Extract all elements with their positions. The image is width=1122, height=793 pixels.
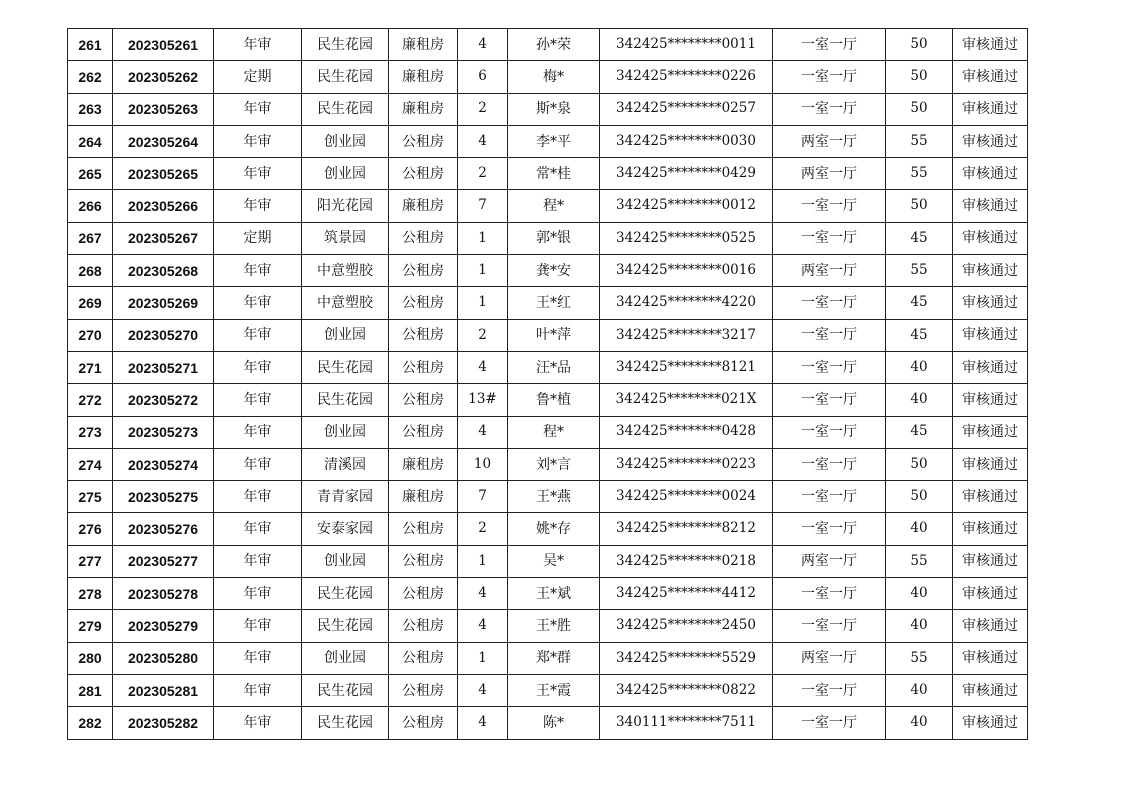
review-status-cell: 审核通过 [953,448,1028,480]
review-status-cell: 审核通过 [953,416,1028,448]
layout-cell: 一室一厅 [773,416,886,448]
id-number-cell: 342425********5529 [600,642,773,674]
application-number-cell: 202305271 [113,351,214,383]
household-size-cell: 4 [458,416,508,448]
id-number-cell: 342425********3217 [600,319,773,351]
application-number-cell: 202305280 [113,642,214,674]
review-type-cell: 年审 [214,93,302,125]
layout-cell: 一室一厅 [773,384,886,416]
applicant-name-cell: 姚*存 [508,513,600,545]
area-cell: 40 [886,610,953,642]
row-number-cell: 277 [68,545,113,577]
layout-cell: 一室一厅 [773,222,886,254]
layout-cell: 一室一厅 [773,93,886,125]
review-type-cell: 年审 [214,707,302,739]
review-status-cell: 审核通过 [953,642,1028,674]
id-number-cell: 342425********0428 [600,416,773,448]
applicant-name-cell: 李*平 [508,125,600,157]
applicant-name-cell: 郭*银 [508,222,600,254]
application-number-cell: 202305273 [113,416,214,448]
layout-cell: 两室一厅 [773,158,886,190]
application-number-cell: 202305263 [113,93,214,125]
area-cell: 55 [886,545,953,577]
housing-type-cell: 廉租房 [389,481,458,513]
table-row [68,222,1028,254]
table-row [68,351,1028,383]
community-cell: 民生花园 [302,93,389,125]
community-cell: 民生花园 [302,707,389,739]
id-number-cell: 342425********0226 [600,61,773,93]
table-row [68,610,1028,642]
review-type-cell: 年审 [214,545,302,577]
review-status-cell: 审核通过 [953,384,1028,416]
household-size-cell: 1 [458,642,508,674]
table-row [68,384,1028,416]
review-type-cell: 年审 [214,125,302,157]
housing-type-cell: 公租房 [389,287,458,319]
review-type-cell: 年审 [214,416,302,448]
id-number-cell: 342425********0257 [600,93,773,125]
row-number-cell: 263 [68,93,113,125]
household-size-cell: 2 [458,93,508,125]
area-cell: 55 [886,158,953,190]
layout-cell: 一室一厅 [773,610,886,642]
review-type-cell: 年审 [214,319,302,351]
area-cell: 50 [886,29,953,61]
application-number-cell: 202305264 [113,125,214,157]
application-number-cell: 202305277 [113,545,214,577]
row-number-cell: 282 [68,707,113,739]
row-number-cell: 271 [68,351,113,383]
community-cell: 中意塑胶 [302,287,389,319]
review-type-cell: 年审 [214,190,302,222]
area-cell: 50 [886,93,953,125]
housing-review-table [67,28,1028,740]
household-size-cell: 7 [458,481,508,513]
row-number-cell: 273 [68,416,113,448]
applicant-name-cell: 汪*品 [508,351,600,383]
applicant-name-cell: 吴* [508,545,600,577]
area-cell: 45 [886,222,953,254]
application-number-cell: 202305269 [113,287,214,319]
application-number-cell: 202305282 [113,707,214,739]
table-row [68,545,1028,577]
household-size-cell: 4 [458,674,508,706]
applicant-name-cell: 斯*泉 [508,93,600,125]
review-status-cell: 审核通过 [953,578,1028,610]
household-size-cell: 4 [458,351,508,383]
id-number-cell: 342425********0525 [600,222,773,254]
community-cell: 阳光花园 [302,190,389,222]
housing-type-cell: 廉租房 [389,190,458,222]
area-cell: 40 [886,674,953,706]
layout-cell: 一室一厅 [773,29,886,61]
table-row [68,707,1028,739]
housing-type-cell: 公租房 [389,674,458,706]
housing-type-cell: 公租房 [389,513,458,545]
application-number-cell: 202305275 [113,481,214,513]
layout-cell: 一室一厅 [773,287,886,319]
housing-type-cell: 公租房 [389,416,458,448]
table-row [68,190,1028,222]
review-status-cell: 审核通过 [953,351,1028,383]
household-size-cell: 1 [458,222,508,254]
area-cell: 55 [886,255,953,287]
row-number-cell: 276 [68,513,113,545]
review-status-cell: 审核通过 [953,287,1028,319]
community-cell: 民生花园 [302,610,389,642]
applicant-name-cell: 孙*荣 [508,29,600,61]
review-status-cell: 审核通过 [953,158,1028,190]
id-number-cell: 342425********0011 [600,29,773,61]
housing-type-cell: 公租房 [389,319,458,351]
review-type-cell: 定期 [214,61,302,93]
household-size-cell: 7 [458,190,508,222]
table-row [68,287,1028,319]
row-number-cell: 269 [68,287,113,319]
table-row [68,513,1028,545]
review-status-cell: 审核通过 [953,610,1028,642]
community-cell: 安泰家园 [302,513,389,545]
id-number-cell: 342425********8212 [600,513,773,545]
community-cell: 民生花园 [302,384,389,416]
applicant-name-cell: 王*胜 [508,610,600,642]
community-cell: 筑景园 [302,222,389,254]
review-type-cell: 年审 [214,158,302,190]
household-size-cell: 4 [458,125,508,157]
household-size-cell: 2 [458,158,508,190]
review-type-cell: 年审 [214,642,302,674]
id-number-cell: 342425********4220 [600,287,773,319]
community-cell: 创业园 [302,158,389,190]
housing-type-cell: 廉租房 [389,61,458,93]
row-number-cell: 275 [68,481,113,513]
housing-type-cell: 公租房 [389,384,458,416]
area-cell: 55 [886,642,953,674]
community-cell: 创业园 [302,545,389,577]
community-cell: 清溪园 [302,448,389,480]
applicant-name-cell: 程* [508,416,600,448]
applicant-name-cell: 程* [508,190,600,222]
id-number-cell: 342425********0016 [600,255,773,287]
review-status-cell: 审核通过 [953,545,1028,577]
household-size-cell: 4 [458,707,508,739]
review-type-cell: 年审 [214,674,302,706]
household-size-cell: 1 [458,545,508,577]
row-number-cell: 264 [68,125,113,157]
table-row [68,29,1028,61]
review-status-cell: 审核通过 [953,125,1028,157]
application-number-cell: 202305270 [113,319,214,351]
housing-type-cell: 廉租房 [389,29,458,61]
applicant-name-cell: 王*红 [508,287,600,319]
layout-cell: 一室一厅 [773,513,886,545]
housing-type-cell: 公租房 [389,351,458,383]
household-size-cell: 6 [458,61,508,93]
review-type-cell: 定期 [214,222,302,254]
area-cell: 50 [886,61,953,93]
id-number-cell: 342425********2450 [600,610,773,642]
application-number-cell: 202305261 [113,29,214,61]
housing-type-cell: 公租房 [389,125,458,157]
row-number-cell: 265 [68,158,113,190]
application-number-cell: 202305274 [113,448,214,480]
application-number-cell: 202305281 [113,674,214,706]
table-row [68,255,1028,287]
household-size-cell: 1 [458,255,508,287]
table-row [68,481,1028,513]
table-body [68,29,1028,740]
area-cell: 50 [886,481,953,513]
table-row [68,158,1028,190]
layout-cell: 两室一厅 [773,545,886,577]
review-type-cell: 年审 [214,481,302,513]
applicant-name-cell: 王*霞 [508,674,600,706]
application-number-cell: 202305278 [113,578,214,610]
applicant-name-cell: 王*燕 [508,481,600,513]
table-row [68,642,1028,674]
application-number-cell: 202305265 [113,158,214,190]
id-number-cell: 342425********0012 [600,190,773,222]
review-type-cell: 年审 [214,610,302,642]
area-cell: 40 [886,578,953,610]
application-number-cell: 202305267 [113,222,214,254]
applicant-name-cell: 王*斌 [508,578,600,610]
review-status-cell: 审核通过 [953,255,1028,287]
row-number-cell: 270 [68,319,113,351]
household-size-cell: 2 [458,319,508,351]
community-cell: 创业园 [302,319,389,351]
row-number-cell: 262 [68,61,113,93]
housing-type-cell: 公租房 [389,642,458,674]
applicant-name-cell: 梅* [508,61,600,93]
community-cell: 创业园 [302,125,389,157]
row-number-cell: 280 [68,642,113,674]
id-number-cell: 342425********0030 [600,125,773,157]
review-type-cell: 年审 [214,384,302,416]
housing-type-cell: 公租房 [389,255,458,287]
review-status-cell: 审核通过 [953,222,1028,254]
applicant-name-cell: 叶*萍 [508,319,600,351]
id-number-cell: 342425********4412 [600,578,773,610]
review-type-cell: 年审 [214,578,302,610]
id-number-cell: 342425********0024 [600,481,773,513]
community-cell: 民生花园 [302,61,389,93]
household-size-cell: 4 [458,578,508,610]
applicant-name-cell: 郑*群 [508,642,600,674]
review-status-cell: 审核通过 [953,481,1028,513]
layout-cell: 两室一厅 [773,125,886,157]
id-number-cell: 340111********7511 [600,707,773,739]
layout-cell: 一室一厅 [773,351,886,383]
household-size-cell: 1 [458,287,508,319]
id-number-cell: 342425********0223 [600,448,773,480]
id-number-cell: 342425********8121 [600,351,773,383]
layout-cell: 一室一厅 [773,578,886,610]
applicant-name-cell: 鲁*植 [508,384,600,416]
housing-type-cell: 公租房 [389,610,458,642]
household-size-cell: 10 [458,448,508,480]
review-status-cell: 审核通过 [953,29,1028,61]
housing-type-cell: 公租房 [389,707,458,739]
housing-type-cell: 公租房 [389,222,458,254]
row-number-cell: 279 [68,610,113,642]
id-number-cell: 342425********0822 [600,674,773,706]
layout-cell: 一室一厅 [773,674,886,706]
area-cell: 50 [886,190,953,222]
application-number-cell: 202305276 [113,513,214,545]
household-size-cell: 4 [458,610,508,642]
housing-type-cell: 廉租房 [389,93,458,125]
review-type-cell: 年审 [214,513,302,545]
row-number-cell: 261 [68,29,113,61]
community-cell: 青青家园 [302,481,389,513]
household-size-cell: 4 [458,29,508,61]
application-number-cell: 202305268 [113,255,214,287]
housing-type-cell: 廉租房 [389,448,458,480]
area-cell: 50 [886,448,953,480]
table-row [68,125,1028,157]
layout-cell: 一室一厅 [773,448,886,480]
review-status-cell: 审核通过 [953,319,1028,351]
household-size-cell: 2 [458,513,508,545]
applicant-name-cell: 常*桂 [508,158,600,190]
layout-cell: 两室一厅 [773,642,886,674]
table-row [68,448,1028,480]
layout-cell: 一室一厅 [773,481,886,513]
review-status-cell: 审核通过 [953,190,1028,222]
review-status-cell: 审核通过 [953,513,1028,545]
table-row [68,61,1028,93]
applicant-name-cell: 刘*言 [508,448,600,480]
layout-cell: 一室一厅 [773,707,886,739]
layout-cell: 两室一厅 [773,255,886,287]
applicant-name-cell: 龚*安 [508,255,600,287]
housing-type-cell: 公租房 [389,545,458,577]
household-size-cell: 13# [458,384,508,416]
area-cell: 40 [886,384,953,416]
table-row [68,578,1028,610]
review-type-cell: 年审 [214,448,302,480]
row-number-cell: 267 [68,222,113,254]
table-row [68,416,1028,448]
application-number-cell: 202305266 [113,190,214,222]
application-number-cell: 202305279 [113,610,214,642]
applicant-name-cell: 陈* [508,707,600,739]
area-cell: 40 [886,707,953,739]
row-number-cell: 268 [68,255,113,287]
layout-cell: 一室一厅 [773,61,886,93]
layout-cell: 一室一厅 [773,190,886,222]
community-cell: 创业园 [302,642,389,674]
review-type-cell: 年审 [214,351,302,383]
table-row [68,93,1028,125]
row-number-cell: 266 [68,190,113,222]
row-number-cell: 272 [68,384,113,416]
review-status-cell: 审核通过 [953,674,1028,706]
area-cell: 55 [886,125,953,157]
area-cell: 45 [886,319,953,351]
layout-cell: 一室一厅 [773,319,886,351]
area-cell: 45 [886,416,953,448]
community-cell: 中意塑胶 [302,255,389,287]
community-cell: 民生花园 [302,29,389,61]
row-number-cell: 278 [68,578,113,610]
review-status-cell: 审核通过 [953,93,1028,125]
community-cell: 民生花园 [302,674,389,706]
application-number-cell: 202305272 [113,384,214,416]
review-status-cell: 审核通过 [953,61,1028,93]
table-row [68,319,1028,351]
community-cell: 创业园 [302,416,389,448]
area-cell: 40 [886,351,953,383]
row-number-cell: 281 [68,674,113,706]
housing-type-cell: 公租房 [389,578,458,610]
id-number-cell: 342425********021X [600,384,773,416]
area-cell: 40 [886,513,953,545]
review-type-cell: 年审 [214,255,302,287]
id-number-cell: 342425********0218 [600,545,773,577]
review-status-cell: 审核通过 [953,707,1028,739]
housing-type-cell: 公租房 [389,158,458,190]
community-cell: 民生花园 [302,578,389,610]
review-type-cell: 年审 [214,287,302,319]
community-cell: 民生花园 [302,351,389,383]
table-row [68,674,1028,706]
row-number-cell: 274 [68,448,113,480]
application-number-cell: 202305262 [113,61,214,93]
area-cell: 45 [886,287,953,319]
id-number-cell: 342425********0429 [600,158,773,190]
review-type-cell: 年审 [214,29,302,61]
